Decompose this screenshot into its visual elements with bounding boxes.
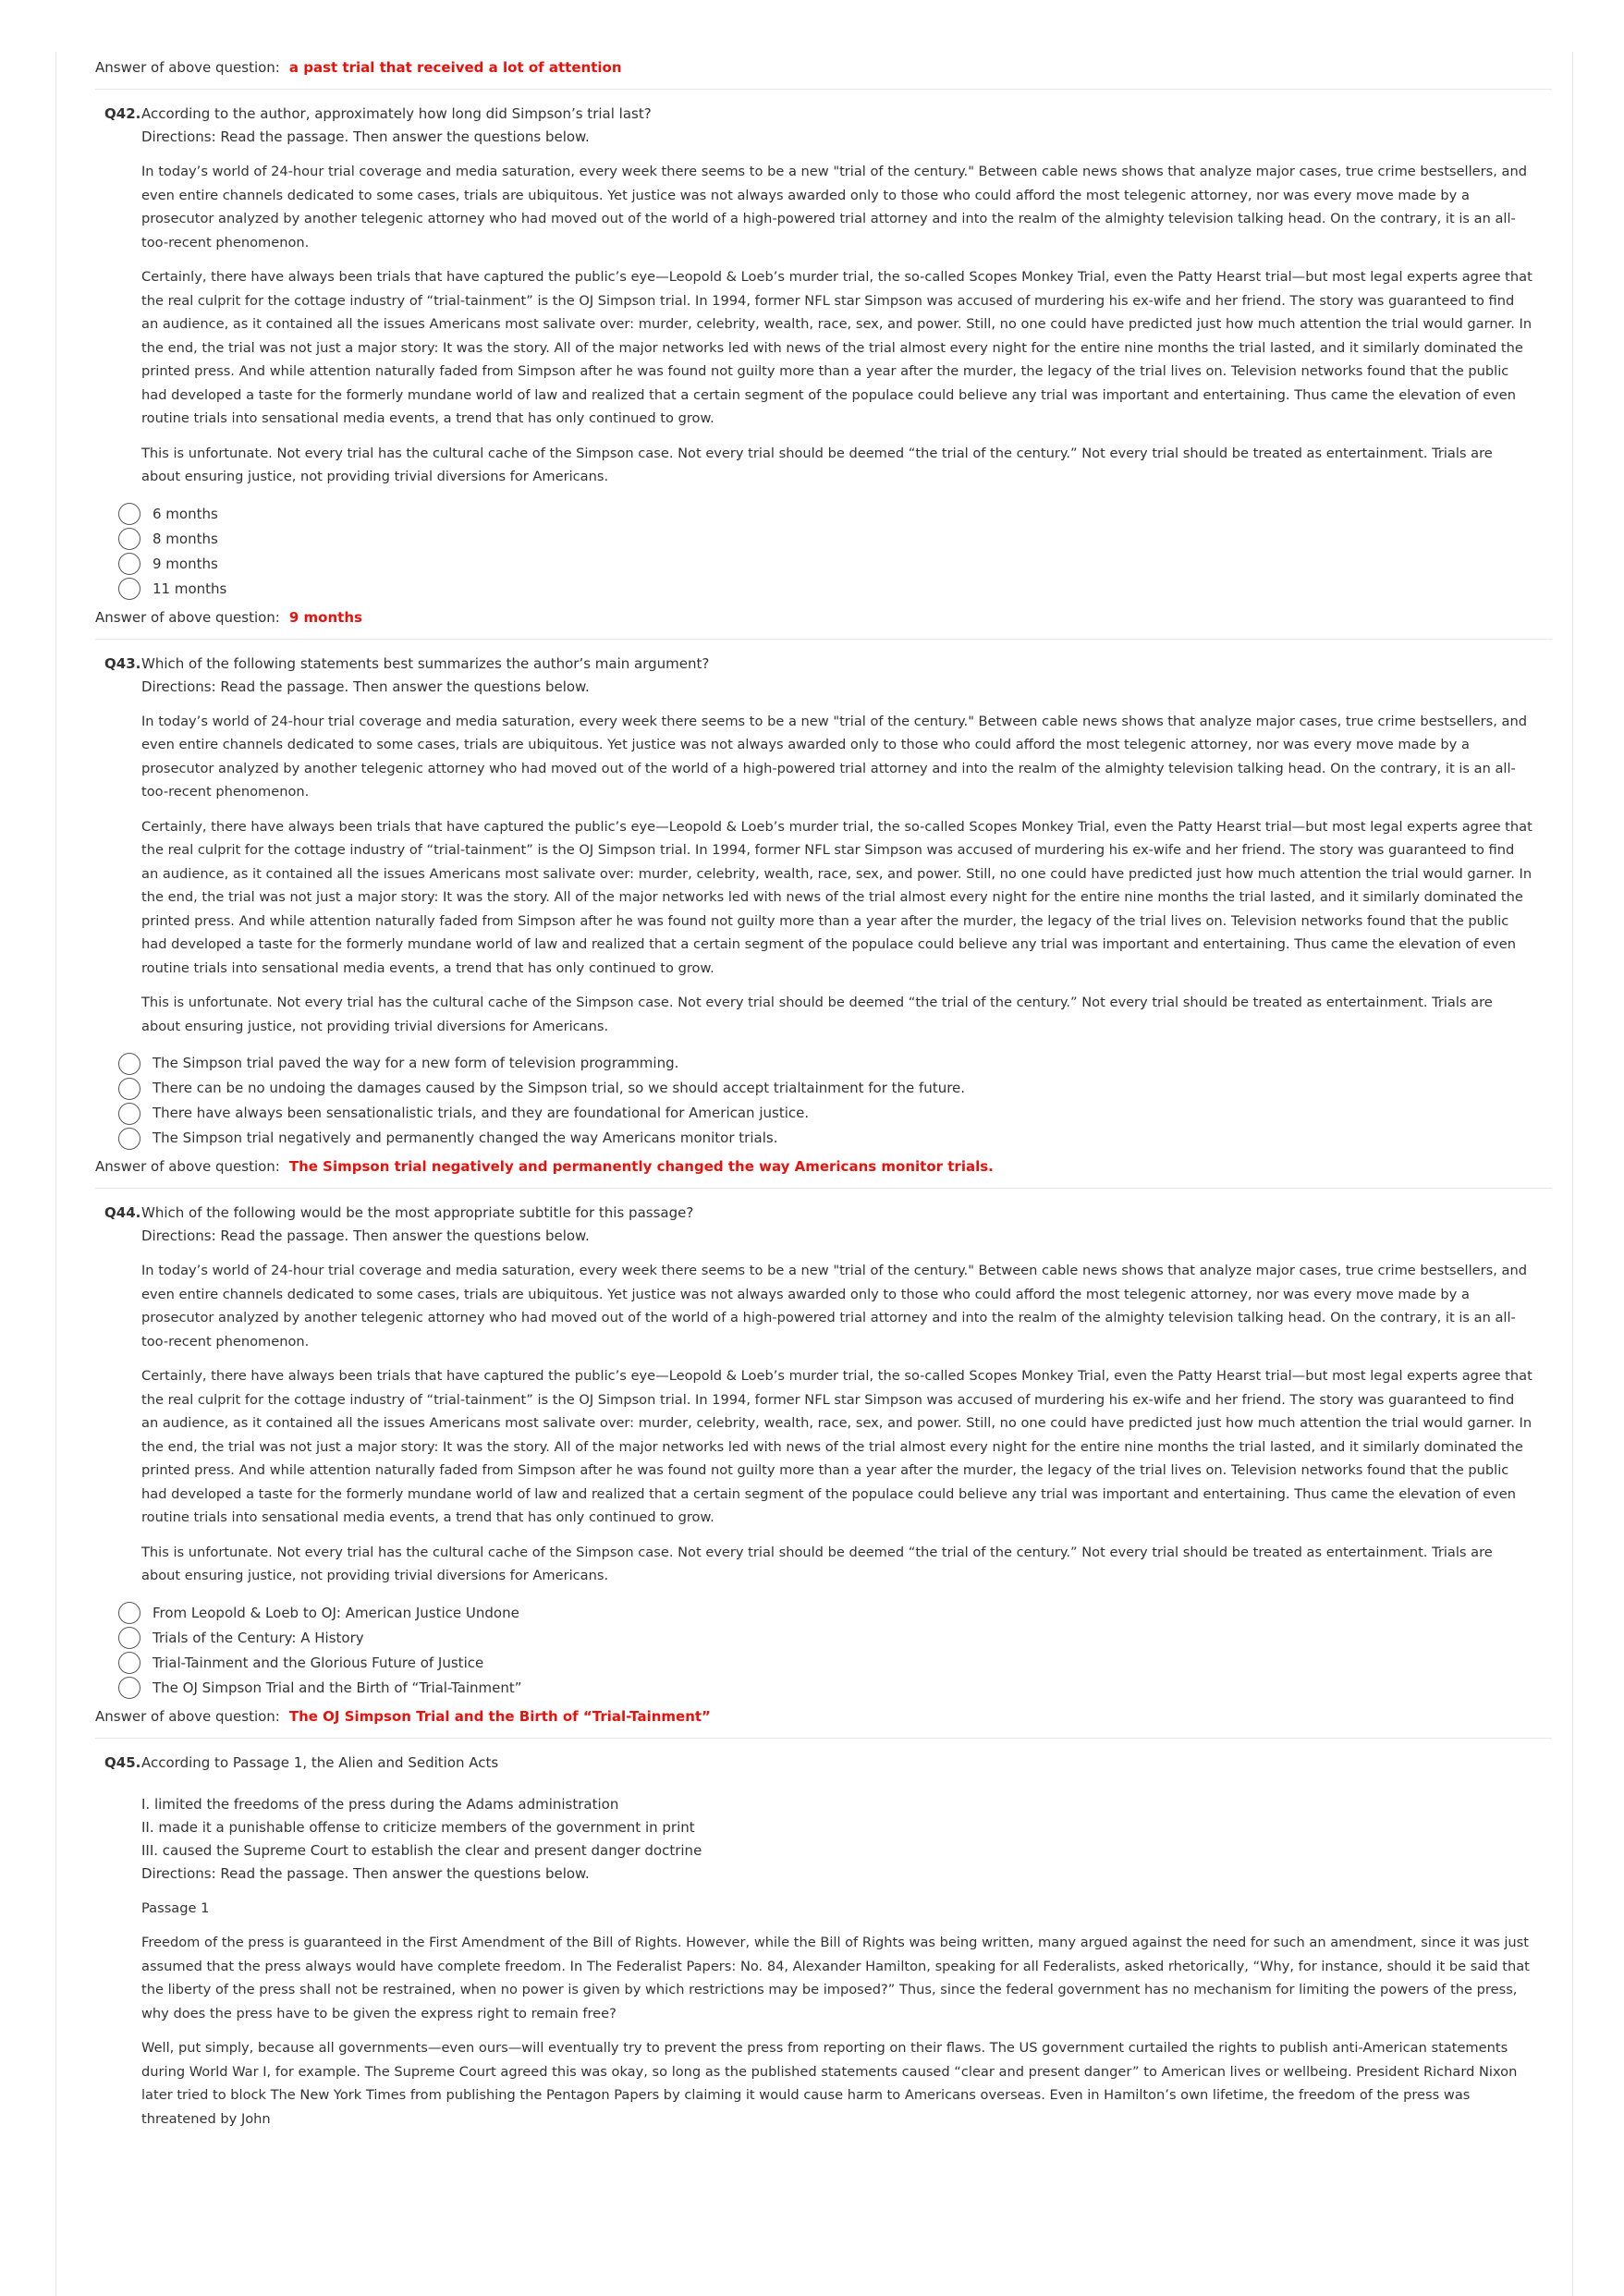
answer-option[interactable] (118, 1051, 1552, 1076)
passage-paragraph: Certainly, there have always been trials that have captured the public’s eye—Leopold & Loeb’s murder trial, the so-called Scopes Monkey Trial, even the Patty Hearst trial—but most legal experts agree that the real culprit for the cottage industry of “trial-tainment” is the OJ Simpson trial. In 1994, former NFL star Simpson was accused of murdering his ex-wife and her friend. The story was guaranteed to find an audience, as it contained all the issues Americans most salivate over: murder, celebrity, wealth, race, sex, and power. Still, no one could have predicted just how much attention the trial would garner. In the end, the trial was not just a major story: It was the story. All of the major networks led with news of the trial almost every night for the entire nine months the trial lasted, and it similarly dominated the printed press. And while attention naturally faded from Simpson after he was found not guilty more than a year after the murder, the legacy of the trial lives on. Television networks found that the public had developed a taste for the formerly mundane world of law and realized that a certain segment of the populace could believe any trial was important and entertaining. Thus came the elevation of even routine trials into sensational media events, a trend that has only continued to grow. (141, 269, 1532, 426)
answer-text: The Simpson trial negatively and permanently changed the way Americans monitor trials. (288, 1158, 994, 1175)
answer-options (118, 1051, 1552, 1151)
passage-paragraph: This is unfortunate. Not every trial has the cultural cache of the Simpson case. Not every trial should be deemed “the trial of the century.” Not every trial should be treated as entertainment. Trials are about ensuring justice, not providing trivial diversions for Americans. (141, 445, 1493, 484)
option-label: Trials of the Century: A History (153, 1629, 364, 1646)
divider (95, 1738, 1552, 1739)
radio-button[interactable] (118, 528, 140, 550)
directions: Directions: Read the passage. Then answer the questions below. (141, 678, 590, 695)
option-label: The Simpson trial paved the way for a new form of television programming. (153, 1055, 679, 1071)
question-number: Q42. (104, 105, 141, 122)
option-label: 6 months (153, 505, 218, 522)
passage-paragraph: This is unfortunate. Not every trial has the cultural cache of the Simpson case. Not every trial should be deemed “the trial of the century.” Not every trial should be treated as entertainment. Trials are about ensuring justice, not providing trivial diversions for Americans. (141, 1544, 1493, 1583)
answer-option[interactable] (118, 502, 1552, 527)
question-text: Which of the following would be the most appropriate subtitle for this passage? (141, 1204, 694, 1221)
answer-option[interactable] (118, 1626, 1552, 1651)
option-label: 9 months (153, 555, 218, 572)
radio-button[interactable] (118, 1053, 140, 1075)
divider (95, 639, 1552, 640)
question-number: Q45. (104, 1753, 141, 1771)
divider (95, 89, 1552, 90)
page (55, 52, 1573, 2296)
directions: Directions: Read the passage. Then answer the questions below. (141, 128, 590, 145)
passage-paragraph: In today’s world of 24-hour trial coverage and media saturation, every week there seems to be a new "trial of the century." Between cable news shows that analyze major cases, true crime bestsellers, and even entire channels dedicated to some cases, trials are ubiquitous. Yet justice was not always awarded only to those who could afford the most telegenic attorney, nor was every move made by a prosecutor analyzed by another telegenic attorney who had moved out of the world of a high-powered trial attorney and into the realm of the almighty television talking head. On the contrary, it is an all-too-recent phenomenon. (141, 1263, 1527, 1350)
answer-option[interactable] (118, 552, 1552, 577)
answer-option[interactable] (118, 1101, 1552, 1126)
answer-line-q41 (95, 57, 1552, 78)
answer-options (118, 502, 1552, 602)
answer-line-q44 (95, 1706, 1552, 1727)
option-label: The Simpson trial negatively and permanently changed the way Americans monitor trials. (153, 1130, 778, 1146)
statement-item: I. limited the freedoms of the press during the Adams administration (141, 1795, 619, 1813)
radio-button[interactable] (118, 1677, 140, 1699)
question-header (104, 653, 1552, 676)
question-block-q43 (77, 653, 1552, 1190)
answer-option[interactable] (118, 1676, 1552, 1701)
option-label: Trial-Tainment and the Glorious Future of Justice (153, 1654, 484, 1671)
question-text: According to Passage 1, the Alien and Sedition Acts (141, 1753, 499, 1771)
answer-text: a past trial that received a lot of attention (288, 59, 622, 76)
option-label: 8 months (153, 530, 218, 547)
answer-label: Answer of above question: (95, 1707, 280, 1725)
answer-option[interactable] (118, 1076, 1552, 1101)
option-label: There can be no undoing the damages caused by the Simpson trial, so we should accept trialtainment for the future. (153, 1080, 966, 1096)
passage-paragraph: Certainly, there have always been trials that have captured the public’s eye—Leopold & Loeb’s murder trial, the so-called Scopes Monkey Trial, even the Patty Hearst trial—but most legal experts agree that the real culprit for the cottage industry of “trial-tainment” is the OJ Simpson trial. In 1994, former NFL star Simpson was accused of murdering his ex-wife and her friend. The story was guaranteed to find an audience, as it contained all the issues Americans most salivate over: murder, celebrity, wealth, race, sex, and power. Still, no one could have predicted just how much attention the trial would garner. In the end, the trial was not just a major story: It was the story. All of the major networks led with news of the trial almost every night for the entire nine months the trial lasted, and it similarly dominated the printed press. And while attention naturally faded from Simpson after he was found not guilty more than a year after the murder, the legacy of the trial lives on. Television networks found that the public had developed a taste for the formerly mundane world of law and realized that a certain segment of the populace could believe any trial was important and entertaining. Thus came the elevation of even routine trials into sensational media events, a trend that has only continued to grow. (141, 1368, 1532, 1525)
answer-option[interactable] (118, 1601, 1552, 1626)
option-label: The OJ Simpson Trial and the Birth of “Trial-Tainment” (153, 1679, 522, 1696)
option-label: 11 months (153, 580, 227, 597)
question-text: According to the author, approximately how long did Simpson’s trial last? (141, 105, 652, 122)
answer-options (118, 1601, 1552, 1701)
passage-paragraph: Freedom of the press is guaranteed in the First Amendment of the Bill of Rights. However, while the Bill of Rights was being written, many argued against the need for such an amendment, since it was just assumed that the press always would have complete freedom. In The Federalist Papers: No. 84, Alexander Hamilton, speaking for all Federalists, asked rhetorically, “Why, for instance, should it be said that the liberty of the press shall not be restrained, when no power is given by which restrictions may be imposed?” Thus, since the federal government has no mechanism for limiting the powers of the press, why does the press have to be given the express right to remain free? (141, 1935, 1530, 2021)
answer-label: Answer of above question: (95, 1158, 280, 1175)
radio-button[interactable] (118, 1627, 140, 1649)
radio-button[interactable] (118, 553, 140, 575)
answer-text: 9 months (288, 608, 362, 626)
option-label: From Leopold & Loeb to OJ: American Justice Undone (153, 1604, 519, 1621)
statement-item: III. caused the Supreme Court to establish the clear and present danger doctrine (141, 1841, 702, 1859)
divider (95, 1188, 1552, 1189)
passage-label: Passage 1 (141, 1899, 210, 1916)
radio-button[interactable] (118, 503, 140, 525)
answer-label: Answer of above question: (95, 59, 280, 76)
question-text: Which of the following statements best summarizes the author’s main argument? (141, 654, 710, 672)
passage-paragraph: This is unfortunate. Not every trial has the cultural cache of the Simpson case. Not every trial should be deemed “the trial of the century.” Not every trial should be treated as entertainment. Trials are about ensuring justice, not providing trivial diversions for Americans. (141, 995, 1493, 1034)
radio-button[interactable] (118, 1602, 140, 1624)
answer-option[interactable] (118, 1651, 1552, 1676)
question-header (104, 1752, 1552, 1775)
answer-line-q42 (95, 607, 1552, 628)
statement-item: II. made it a punishable offense to criticize members of the government in print (141, 1818, 695, 1836)
radio-button[interactable] (118, 1103, 140, 1125)
radio-button[interactable] (118, 1652, 140, 1674)
radio-button[interactable] (118, 1128, 140, 1150)
answer-option[interactable] (118, 577, 1552, 602)
question-header (104, 103, 1552, 126)
answer-label: Answer of above question: (95, 608, 280, 626)
radio-button[interactable] (118, 1078, 140, 1100)
radio-button[interactable] (118, 578, 140, 600)
answer-text: The OJ Simpson Trial and the Birth of “Trial-Tainment” (288, 1707, 711, 1725)
question-header (104, 1202, 1552, 1225)
answer-option[interactable] (118, 527, 1552, 552)
option-label: There have always been sensationalistic trials, and they are foundational for American justice. (153, 1105, 810, 1121)
passage-paragraph: Well, put simply, because all governments—even ours—will eventually try to prevent the press from reporting on their flaws. The US government curtailed the rights to publish anti-American statements during World War I, for example. The Supreme Court agreed this was okay, so long as the published statements caused “clear and present danger” to American lives or wellbeing. President Richard Nixon later tried to block The New York Times from publishing the Pentagon Papers by claiming it would cause harm to Americans overseas. Even in Hamilton’s own lifetime, the freedom of the press was threatened by John (141, 2040, 1518, 2127)
directions: Directions: Read the passage. Then answer the questions below. (141, 1227, 590, 1244)
question-number: Q43. (104, 654, 141, 672)
question-block-q45 (77, 1752, 1552, 2131)
passage-paragraph: In today’s world of 24-hour trial coverage and media saturation, every week there seems to be a new "trial of the century." Between cable news shows that analyze major cases, true crime bestsellers, and even entire channels dedicated to some cases, trials are ubiquitous. Yet justice was not always awarded only to those who could afford the most telegenic attorney, nor was every move made by a prosecutor analyzed by another telegenic attorney who had moved out of the world of a high-powered trial attorney and into the realm of the almighty television talking head. On the contrary, it is an all-too-recent phenomenon. (141, 713, 1527, 800)
question-block-q42 (77, 103, 1552, 640)
question-number: Q44. (104, 1204, 141, 1221)
passage-paragraph: In today’s world of 24-hour trial coverage and media saturation, every week there seems to be a new "trial of the century." Between cable news shows that analyze major cases, true crime bestsellers, and even entire channels dedicated to some cases, trials are ubiquitous. Yet justice was not always awarded only to those who could afford the most telegenic attorney, nor was every move made by a prosecutor analyzed by another telegenic attorney who had moved out of the world of a high-powered trial attorney and into the realm of the almighty television talking head. On the contrary, it is an all-too-recent phenomenon. (141, 164, 1527, 250)
answer-line-q43 (95, 1156, 1552, 1177)
passage-paragraph: Certainly, there have always been trials that have captured the public’s eye—Leopold & Loeb’s murder trial, the so-called Scopes Monkey Trial, even the Patty Hearst trial—but most legal experts agree that the real culprit for the cottage industry of “trial-tainment” is the OJ Simpson trial. In 1994, former NFL star Simpson was accused of murdering his ex-wife and her friend. The story was guaranteed to find an audience, as it contained all the issues Americans most salivate over: murder, celebrity, wealth, race, sex, and power. Still, no one could have predicted just how much attention the trial would garner. In the end, the trial was not just a major story: It was the story. All of the major networks led with news of the trial almost every night for the entire nine months the trial lasted, and it similarly dominated the printed press. And while attention naturally faded from Simpson after he was found not guilty more than a year after the murder, the legacy of the trial lives on. Television networks found that the public had developed a taste for the formerly mundane world of law and realized that a certain segment of the populace could believe any trial was important and entertaining. Thus came the elevation of even routine trials into sensational media events, a trend that has only continued to grow. (141, 818, 1532, 976)
directions: Directions: Read the passage. Then answer the questions below. (141, 1864, 590, 1882)
answer-option[interactable] (118, 1126, 1552, 1151)
statement-list (141, 1793, 1552, 1886)
question-block-q44 (77, 1202, 1552, 1739)
